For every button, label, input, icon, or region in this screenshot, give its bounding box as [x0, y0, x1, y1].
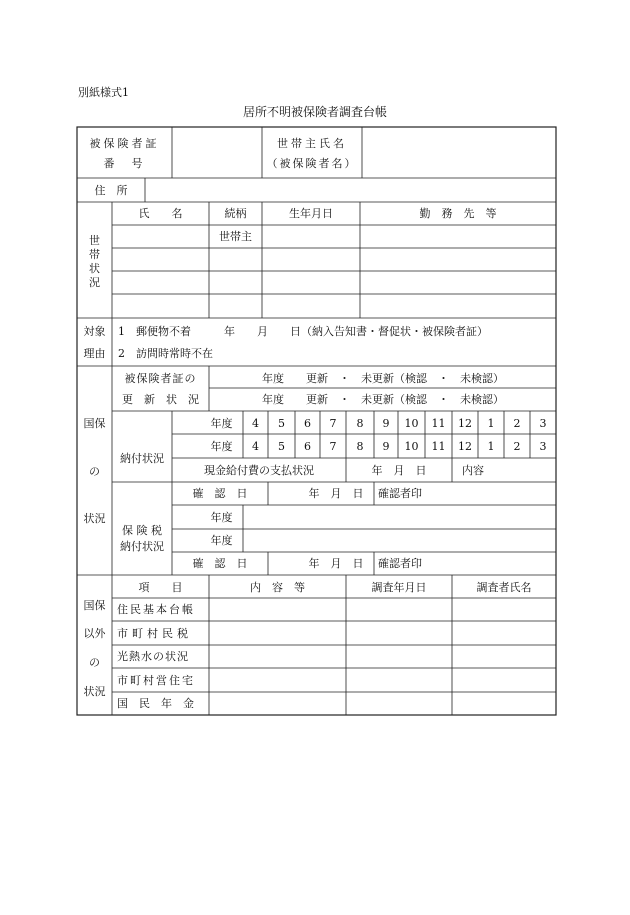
household-section-label: 世 帯 状 況 — [89, 234, 100, 289]
nhi-section-label-2: の — [89, 465, 100, 478]
renewal-row-1: 年度 更新 ・ 未更新（検認 ・ 未検認） — [262, 372, 504, 385]
col-birthdate-header: 生年月日 — [289, 207, 333, 220]
address-label: 住 所 — [94, 184, 128, 197]
col-investigator-header: 調査者氏名 — [476, 581, 532, 594]
renewal-row-2: 年度 更新 ・ 未更新（検認 ・ 未検認） — [262, 393, 504, 406]
month-cell: 7 — [329, 440, 337, 453]
renewal-label-1: 被保険者証の — [124, 372, 197, 385]
month-cell: 9 — [382, 417, 390, 430]
confirmer-seal-label-2: 確認者印 — [378, 557, 422, 570]
fiscal-year-label-1: 年度 — [210, 417, 233, 430]
other-section-label-1: 国保 — [83, 599, 106, 612]
other-item-municipal-housing: 市町村営住宅 — [117, 674, 195, 687]
nhi-section-label-1: 国保 — [83, 417, 106, 430]
reason-label-2: 理由 — [83, 347, 106, 360]
householder-relation: 世帯主 — [219, 230, 252, 243]
other-item-utilities: 光熱水の状況 — [117, 650, 189, 663]
other-section-label-4: 状況 — [83, 685, 106, 698]
confirm-date-label-1: 確 認 日 — [192, 487, 248, 500]
insured-cert-number-label: 番 号 — [103, 157, 146, 170]
month-cell: 12 — [458, 417, 472, 430]
tax-fiscal-year-2: 年度 — [210, 534, 233, 547]
other-item-municipal-tax: 市町村民税 — [117, 627, 192, 640]
cash-benefit-content-label: 内容 — [462, 464, 484, 477]
month-cell: 8 — [356, 440, 364, 453]
renewal-label-2: 更 新 状 況 — [122, 393, 199, 406]
col-workplace-header: 勤 務 先 等 — [419, 207, 497, 220]
tax-fiscal-year-1: 年度 — [210, 511, 233, 524]
col-relation-header: 続柄 — [224, 207, 247, 220]
other-item-resident-register: 住民基本台帳 — [117, 603, 195, 616]
householder-label: 世帯主氏名 — [277, 137, 347, 150]
month-cell: 5 — [278, 417, 285, 430]
col-item-header: 項 目 — [138, 581, 183, 594]
payment-status-label: 納付状況 — [120, 452, 164, 465]
month-cell: 9 — [382, 440, 390, 453]
col-name-header: 氏 名 — [138, 207, 183, 220]
confirm-date-2: 年 月 日 — [308, 557, 364, 570]
month-cell: 11 — [431, 440, 446, 453]
nhi-section-label-3: 状況 — [83, 512, 106, 525]
month-cell: 1 — [487, 417, 495, 430]
confirm-date-1: 年 月 日 — [308, 487, 364, 500]
month-cell: 12 — [458, 440, 472, 453]
month-cell: 11 — [431, 417, 446, 430]
cash-benefit-label: 現金給付費の支払状況 — [204, 464, 314, 477]
reason-label-1: 対象 — [83, 325, 106, 338]
col-survey-date-header: 調査年月日 — [371, 581, 427, 594]
confirm-date-label-2: 確 認 日 — [192, 557, 248, 570]
tax-label-2: 納付状況 — [120, 540, 164, 553]
month-cell: 10 — [404, 440, 419, 453]
month-cell: 4 — [252, 440, 259, 453]
insured-name-label: （被保険者名） — [266, 157, 358, 170]
fiscal-year-label-2: 年度 — [210, 440, 233, 453]
month-cell: 1 — [487, 440, 495, 453]
month-cell: 10 — [404, 417, 419, 430]
month-cell: 3 — [539, 440, 547, 453]
other-section-label-2: 以外 — [83, 627, 106, 640]
month-cell: 2 — [513, 440, 521, 453]
reason-item-mail: 1 郵便物不着 年 月 日（納入告知書・督促状・被保険者証） — [118, 325, 488, 338]
reason-item-absent: 2 訪問時常時不在 — [118, 347, 213, 360]
month-cell: 6 — [304, 440, 311, 453]
month-cell: 5 — [278, 440, 285, 453]
other-item-national-pension: 国 民 年 金 — [117, 697, 194, 710]
month-cell: 4 — [252, 417, 259, 430]
month-cell: 8 — [356, 417, 364, 430]
col-content-header: 内 容 等 — [250, 581, 305, 594]
confirmer-seal-label-1: 確認者印 — [378, 487, 422, 500]
tax-label-1: 保 険 税 — [122, 524, 162, 537]
month-cell: 6 — [304, 417, 311, 430]
other-section-label-3: の — [89, 656, 100, 669]
month-cell: 2 — [513, 417, 521, 430]
form-label: 別紙様式1 — [78, 86, 129, 99]
page-title: 居所不明被保険者調査台帳 — [242, 105, 387, 119]
insured-cert-label: 被保険者証 — [89, 137, 160, 150]
cash-benefit-date: 年 月 日 — [371, 464, 427, 477]
month-cell: 3 — [539, 417, 547, 430]
month-cell: 7 — [329, 417, 337, 430]
